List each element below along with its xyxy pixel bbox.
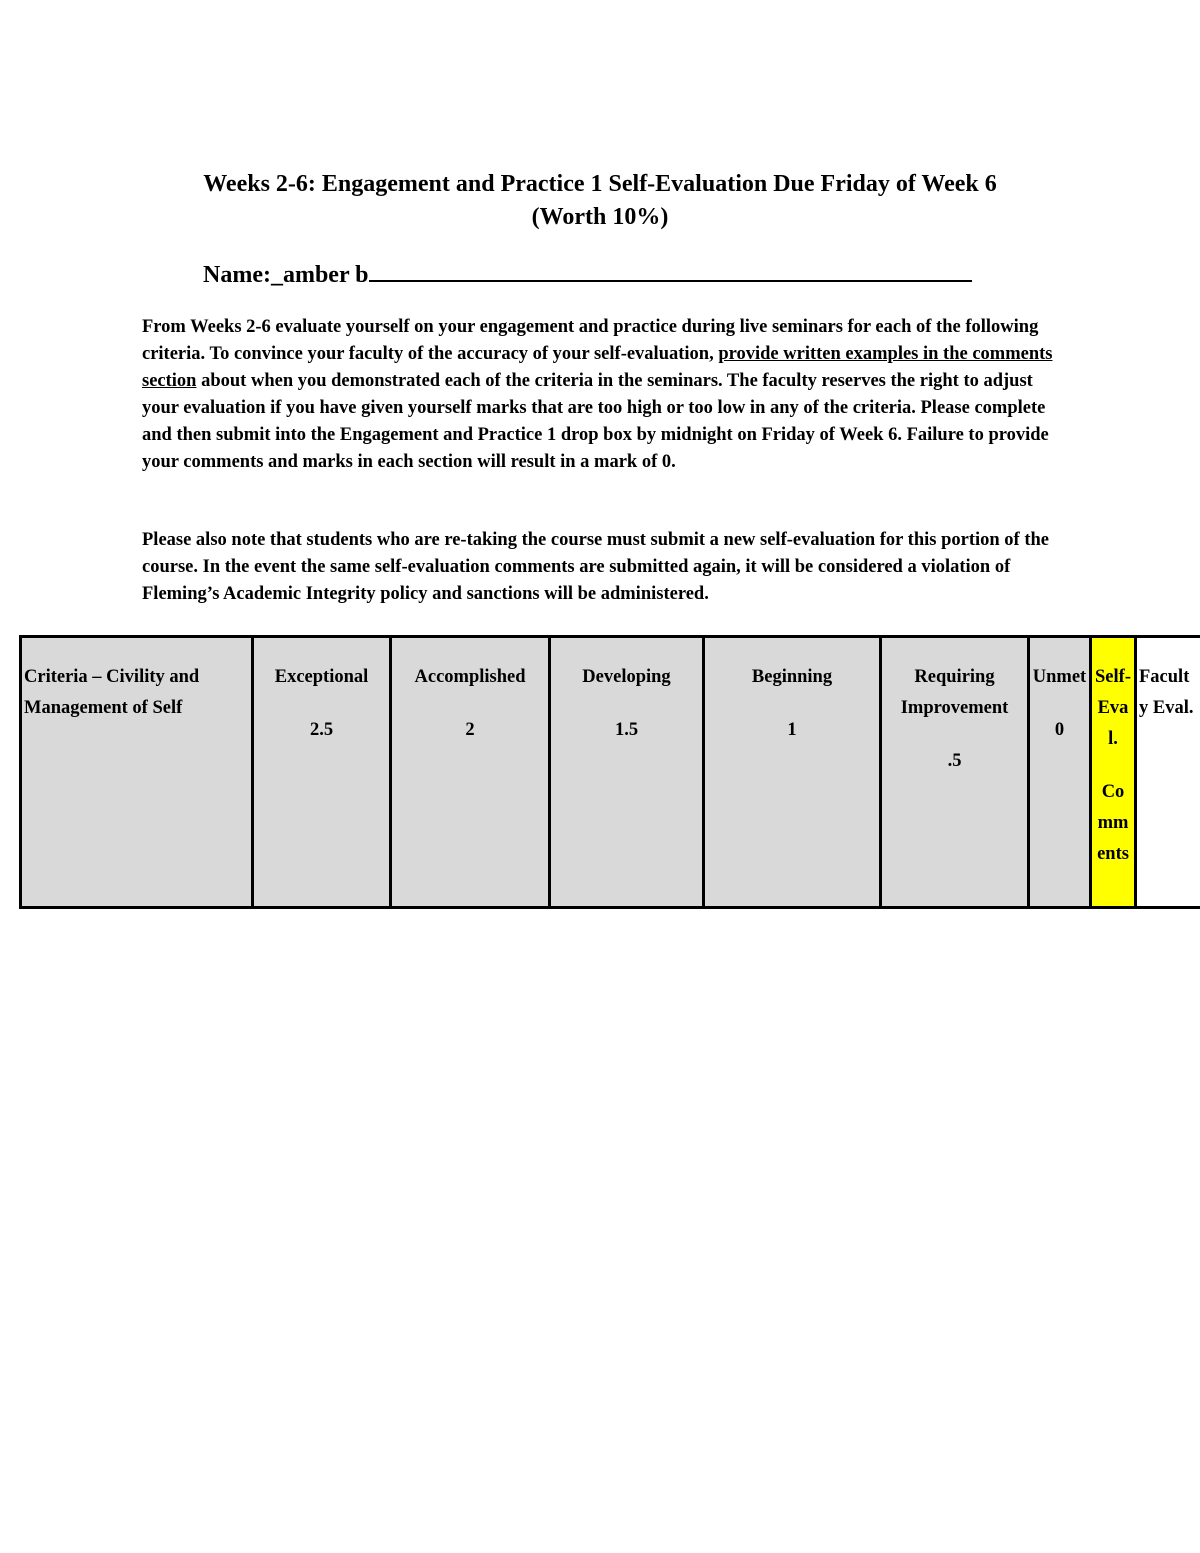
self-eval-sub: Comments [1097,782,1129,864]
level-value: 1.5 [614,720,639,740]
level-label: Accomplished [414,667,526,687]
level-developing-cell [550,637,704,908]
level-accomplished-cell [391,637,550,908]
self-eval-cell [1091,637,1136,908]
instructions-text-1b: about when you demonstrated each of the criteria in the seminars. The faculty reserves the right to adjust your evaluation if you have given yourself marks that are too high or too low in any of the criteria. Please complete and then submit into the Engagement and Practice 1 drop box by midnight on Friday of Week 6. Failure to provide your comments and marks in each section will result in a mark of 0. [142,371,1049,472]
level-exceptional-cell [253,637,391,908]
faculty-eval-cell: Faculty Eval. [1136,637,1200,908]
criteria-cell: Criteria – Civility and Management of Self [21,637,253,908]
name-field [203,258,1003,290]
instructions-paragraph-2: Please also note that students who are re-taking the course must submit a new self-evaluation for this portion of the course. In the event the same self-evaluation comments are submitted again, it will be considered a violation of Fleming’s Academic Integrity policy and sanctions will be administered. [142,530,1049,604]
level-value: 1 [787,720,797,740]
document-title [100,168,1100,234]
self-eval-label: Self-Eval. [1095,667,1131,749]
level-label: Requiring Improvement [900,667,1009,718]
level-label: Unmet [1032,667,1087,687]
level-value: .5 [947,751,962,771]
level-beginning-cell [704,637,881,908]
instructions-underlined-text: provide written examples in the comments section [142,344,1053,391]
name-underline [369,258,972,282]
level-value: 2.5 [309,720,334,740]
instructions-text-1a: From Weeks 2-6 evaluate yourself on your engagement and practice during live seminars for each of the following criteria. To convince your faculty of the accuracy of your self-evaluation, [142,317,1039,364]
level-value: 0 [1054,720,1065,740]
level-value: 2 [465,720,475,740]
instructions-paragraph-1 [142,314,1062,476]
rubric-table [19,635,1200,909]
name-label: Name:_amber b [203,262,369,288]
title-line-2: (Worth 10%) [531,204,669,230]
level-label: Beginning [751,667,833,687]
level-label: Developing [582,667,671,687]
level-requiring-improvement-cell [881,637,1029,908]
level-label: Exceptional [274,667,369,687]
title-line-1: Weeks 2-6: Engagement and Practice 1 Self-Evaluation Due Friday of Week 6 [203,171,997,197]
level-unmet-cell [1029,637,1091,908]
rubric-header-row [21,637,1200,908]
